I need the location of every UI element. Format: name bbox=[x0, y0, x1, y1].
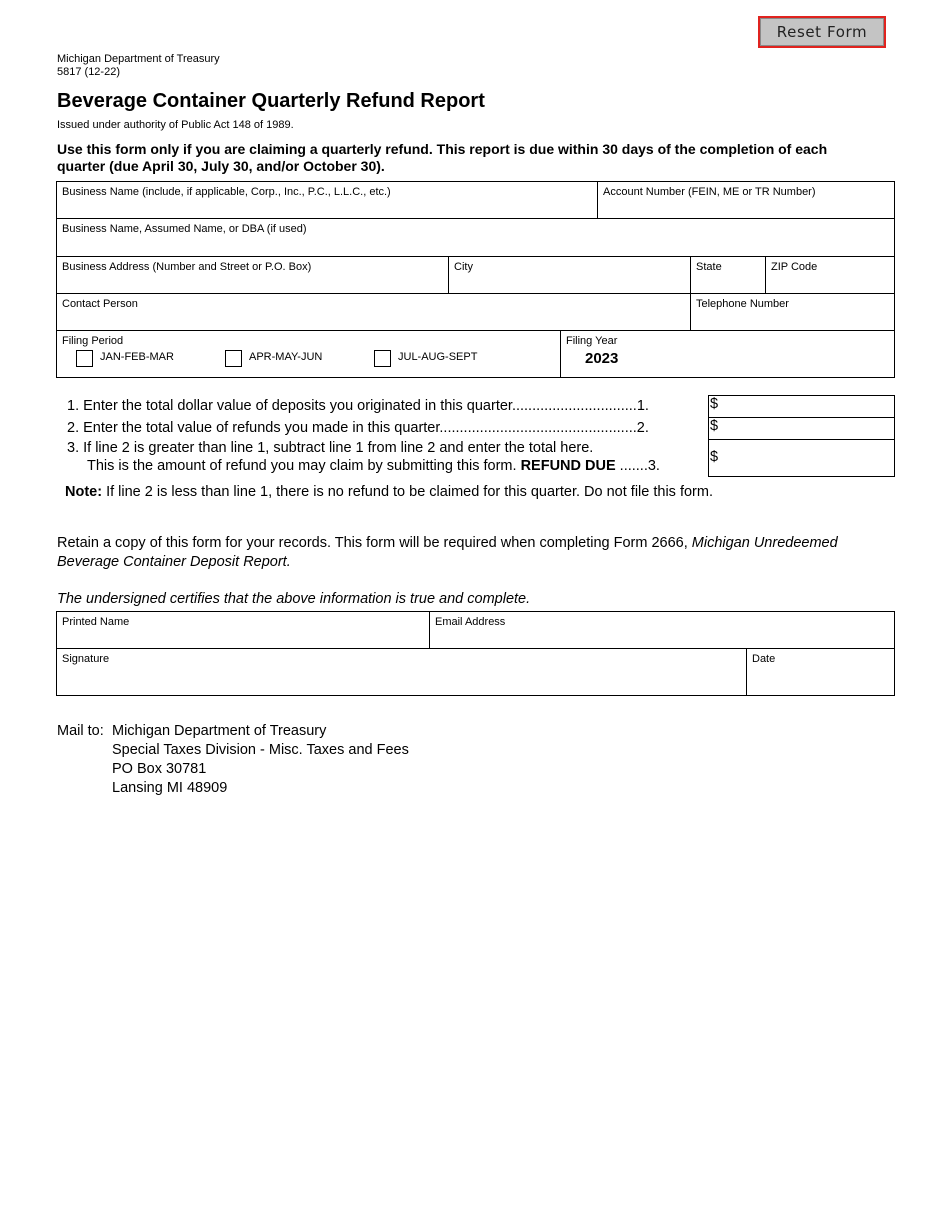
date-label: Date bbox=[752, 653, 776, 665]
business-info-section bbox=[56, 181, 895, 378]
dba-label: Business Name, Assumed Name, or DBA (if used) bbox=[62, 223, 307, 235]
line-1-amount-input[interactable] bbox=[708, 395, 895, 418]
account-number-field[interactable] bbox=[598, 182, 895, 219]
line-1-currency: $ bbox=[710, 396, 719, 412]
retain-text: Retain a copy of this form for your records. This form will be required when completing Form 2666, bbox=[57, 535, 692, 551]
line-2-currency: $ bbox=[710, 418, 719, 434]
jul-aug-sept-checkbox[interactable] bbox=[374, 350, 391, 367]
note-text bbox=[65, 484, 713, 500]
address-label: Business Address (Number and Street or P.O. Box) bbox=[62, 261, 312, 273]
refund-due-label: REFUND DUE bbox=[520, 458, 616, 474]
printed-name-field[interactable] bbox=[57, 612, 430, 649]
line-3-refund-pre: This is the amount of refund you may claim by submitting this form. bbox=[87, 458, 521, 474]
note-label: Note: bbox=[65, 484, 103, 500]
line-2-text: 2. Enter the total value of refunds you made in this quarter.................................................2. bbox=[67, 420, 649, 436]
mail-to-label: Mail to: bbox=[57, 723, 104, 739]
retain-form-name-2: Beverage Container Deposit Report. bbox=[57, 554, 291, 570]
mail-address-line-4: Lansing MI 48909 bbox=[112, 780, 228, 796]
line-2-amount-input[interactable] bbox=[708, 417, 895, 440]
state-field[interactable] bbox=[691, 257, 766, 294]
account-number-label: Account Number (FEIN, ME or TR Number) bbox=[603, 186, 816, 198]
business-name-field[interactable] bbox=[57, 182, 598, 219]
jan-feb-mar-label: JAN-FEB-MAR bbox=[100, 351, 174, 363]
signature-field[interactable] bbox=[57, 649, 747, 695]
telephone-label: Telephone Number bbox=[696, 298, 789, 310]
mail-address-line-1: Michigan Department of Treasury bbox=[112, 723, 327, 739]
note-body: If line 2 is less than line 1, there is no refund to be claimed for this quarter. Do not file this form. bbox=[102, 484, 713, 500]
city-label: City bbox=[454, 261, 473, 273]
telephone-field[interactable] bbox=[691, 294, 895, 331]
filing-period-label: Filing Period bbox=[62, 335, 124, 347]
line-3-amount-input[interactable] bbox=[708, 439, 895, 477]
date-field[interactable] bbox=[747, 649, 895, 695]
retain-form-name-1: Michigan Unredeemed bbox=[691, 535, 838, 551]
line-3-text: 3. If line 2 is greater than line 1, subtract line 1 from line 2 and enter the total here. bbox=[67, 440, 594, 456]
business-name-label: Business Name (include, if applicable, Corp., Inc., P.C., L.L.C., etc.) bbox=[62, 186, 391, 198]
line-3-refund-post: .......3. bbox=[615, 458, 660, 474]
mail-address bbox=[112, 722, 409, 798]
line-1-text: 1. Enter the total dollar value of deposits you originated in this quarter...............................1. bbox=[67, 398, 649, 414]
email-field[interactable] bbox=[430, 612, 895, 649]
line-3-currency: $ bbox=[710, 449, 719, 465]
city-field[interactable] bbox=[449, 257, 691, 294]
form-number: 5817 (12-22) bbox=[57, 66, 120, 78]
contact-person-field[interactable] bbox=[57, 294, 691, 331]
signature-label: Signature bbox=[62, 653, 110, 665]
dba-field[interactable] bbox=[57, 219, 895, 257]
instructions-line-1: Use this form only if you are claiming a quarterly refund. This report is due within 30 days of the completion of each bbox=[57, 141, 828, 157]
agency-name: Michigan Department of Treasury bbox=[57, 53, 220, 65]
contact-person-label: Contact Person bbox=[62, 298, 138, 310]
authority-text: Issued under authority of Public Act 148 of 1989. bbox=[57, 119, 294, 131]
page-title: Beverage Container Quarterly Refund Report bbox=[57, 90, 485, 112]
printed-name-label: Printed Name bbox=[62, 616, 130, 628]
jul-aug-sept-label: JUL-AUG-SEPT bbox=[398, 351, 478, 363]
mail-address-line-2: Special Taxes Division - Misc. Taxes and Fees bbox=[112, 742, 409, 758]
jan-feb-mar-checkbox[interactable] bbox=[76, 350, 93, 367]
mail-address-line-3: PO Box 30781 bbox=[112, 761, 207, 777]
zip-field[interactable] bbox=[766, 257, 895, 294]
email-label: Email Address bbox=[435, 616, 506, 628]
instructions-line-2: quarter (due April 30, July 30, and/or October 30). bbox=[57, 158, 385, 174]
certify-text: The undersigned certifies that the above information is true and complete. bbox=[57, 591, 531, 607]
state-label: State bbox=[696, 261, 722, 273]
filing-period-section bbox=[57, 331, 561, 377]
line-3-refund-text bbox=[87, 458, 660, 474]
zip-label: ZIP Code bbox=[771, 261, 818, 273]
address-field[interactable] bbox=[57, 257, 449, 294]
filing-year-field[interactable] bbox=[561, 331, 895, 377]
apr-may-jun-label: APR-MAY-JUN bbox=[249, 351, 323, 363]
filing-year-value: 2023 bbox=[585, 350, 619, 367]
signature-section bbox=[56, 611, 895, 696]
apr-may-jun-checkbox[interactable] bbox=[225, 350, 242, 367]
filing-year-label: Filing Year bbox=[566, 335, 618, 347]
reset-form-button[interactable]: Reset Form bbox=[758, 16, 886, 48]
retain-paragraph bbox=[57, 534, 907, 572]
